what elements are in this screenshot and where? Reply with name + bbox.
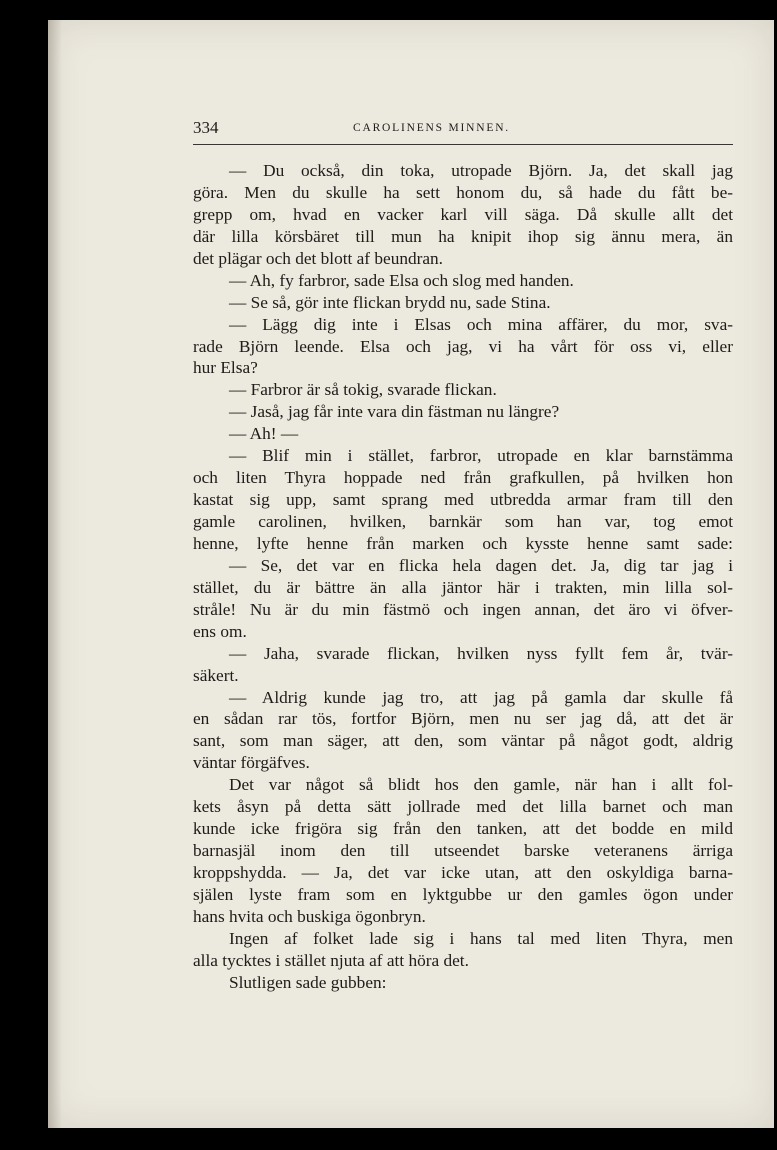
text-line: själen lyste fram som en lyktgubbe ur den gamles ögon under [193,884,733,904]
text-line: gamle carolinen, hvilken, barnkär som han var, tog emot [193,512,733,531]
running-title: CAROLINENS MINNEN. [353,122,510,134]
page-header [193,118,733,145]
text-line: — Jaså, jag får inte vara din fästman nu längre? [229,402,560,422]
text-line: — Jaha, svarade flickan, hvilken nyss fyllt fem år, tvär- [229,643,733,663]
text-line: barnasjäl inom den till utseendet barske veteranens ärriga [193,841,733,861]
text-line: — Aldrig kunde jag tro, att jag på gamla dar skulle få [229,687,733,707]
text-line: — Lägg dig inte i Elsas och mina affärer, du mor, sva- [229,314,733,334]
text-line: och liten Thyra hoppade ned från grafkullen, på hvilken hon [193,468,733,488]
text-line: kroppshydda. — Ja, det var icke utan, att den oskyldiga barna- [193,863,733,882]
text-line: grepp om, hvad en vacker karl vill säga. Då skulle allt det [193,204,733,224]
text-line: — Du också, din toka, utropade Björn. Ja, det skall jag [229,161,733,180]
text-line: Ingen af folket lade sig i hans tal med liten Thyra, men [229,928,733,948]
text-line: henne, lyfte henne från marken och kysste henne samt sade: [193,533,733,553]
spine-shadow [48,20,62,1128]
text-line: säkert. [193,665,239,685]
book-page [48,20,774,1128]
text-line: Det var något så blidt hos den gamle, när han i allt fol- [229,775,733,795]
text-line: sant, som man säger, att den, som väntar på något godt, aldrig [193,731,733,751]
text-line: — Se så, gör inte flickan brydd nu, sade Stina. [229,292,551,312]
text-line: ens om. [193,621,247,641]
text-line: — Farbror är så tokig, svarade flickan. [229,380,497,400]
text-line: — Ah! — [229,424,299,444]
text-line: kunde icke frigöra sig från den tanken, att det bodde en mild [193,819,733,839]
text-line: göra. Men du skulle ha sett honom du, så hade du fått be- [193,182,733,202]
text-line: hur Elsa? [193,358,258,378]
text-line: stråle! Nu är du min fästmö och ingen annan, det äro vi öfver- [193,599,733,619]
text-line: det plägar och det blott af beundran. [193,248,444,268]
text-line: rade Björn leende. Elsa och jag, vi ha vårt för oss vi, eller [193,336,733,356]
text-line: en sådan rar tös, fortfor Björn, men nu ser jag då, att det är [193,709,733,729]
text-line: — Blif min i stället, farbror, utropade en klar barnstämma [229,446,733,466]
page-number: 334 [193,118,219,137]
text-line: kets åsyn på detta sätt jollrade med det lilla barnet och man [193,797,733,817]
text-line: där lilla körsbäret till mun ha knipit ihop sig ännu mera, än [193,226,733,246]
text-line: stället, du är bättre än alla jäntor här i trakten, min lilla sol- [193,577,733,597]
text-line: Slutligen sade gubben: [229,972,387,992]
text-line: väntar förgäfves. [193,753,310,773]
text-line: kastat sig upp, samt sprang med utbredda armar fram till den [193,490,733,510]
text-line: alla tycktes i stället njuta af att höra det. [193,950,469,970]
text-line: — Ah, fy farbror, sade Elsa och slog med handen. [229,270,574,290]
text-line: hans hvita och buskiga ögonbryn. [193,906,426,926]
body-text [193,160,733,994]
text-line: — Se, det var en flicka hela dagen det. Ja, dig tar jag i [229,555,733,575]
